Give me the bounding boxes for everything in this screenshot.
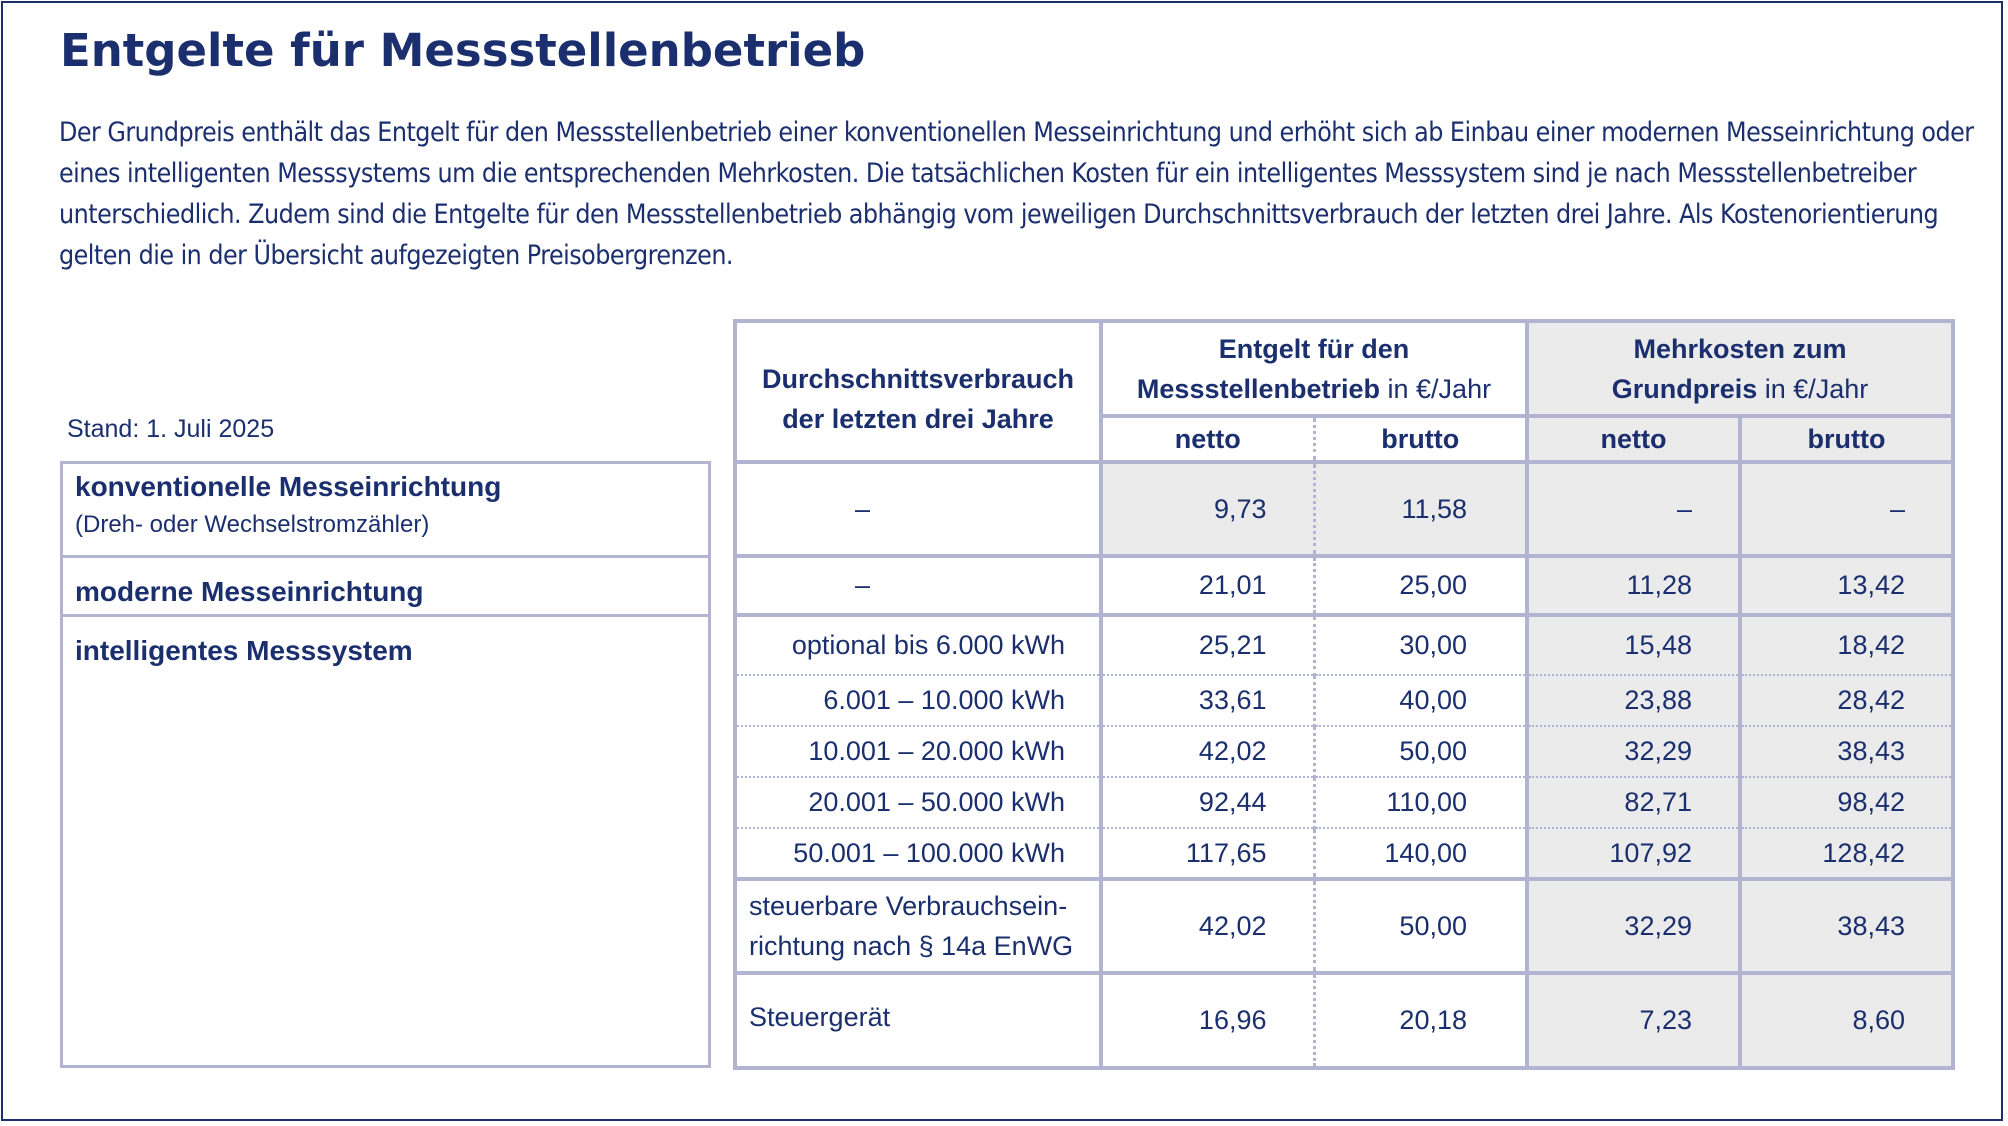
cell-extra-brutto: – — [1740, 462, 1953, 556]
cell-consumption: – — [735, 556, 1101, 615]
table-row — [735, 675, 1953, 726]
cell-fee-netto: 117,65 — [1101, 828, 1314, 879]
table-row — [735, 726, 1953, 777]
label-intelligentes-messsystem — [60, 614, 711, 1068]
cell-extra-netto: 23,88 — [1527, 675, 1740, 726]
intro-paragraph: Der Grundpreis enthält das Entgelt für den Messstellenbetrieb einer konventionellen Messeinrichtung und erhöht sich ab Einbau einer modernen Messeinrichtung oder eines intelligenten Messsystems um die entsprechenden Mehrkosten. Die tatsächlichen Kosten für ein intelligentes Messsystem sind je nach Messstellenbetreiber unterschiedlich. Zudem sind die Entgelte für den Messstellenbetrieb abhängig vom jeweiligen Durchschnittsverbrauch der letzten drei Jahre. Als Kostenorientierung gelten die in der Übersicht aufgezeigten Preisobergrenzen. — [59, 117, 1974, 271]
cell-fee-netto: 42,02 — [1101, 879, 1314, 973]
header-fee-l1: Entgelt für den — [1218, 333, 1410, 364]
header-fee-l2: Messstellenbetrieb — [1136, 373, 1381, 404]
page-title: Entgelte für Messstellenbetrieb — [60, 24, 866, 77]
header-extra-unit: in €/Jahr — [1757, 373, 1869, 404]
cell-consumption: 10.001 – 20.000 kWh — [735, 726, 1101, 777]
label-moderne-messeinrichtung — [60, 555, 711, 617]
table-row — [735, 828, 1953, 879]
cell-consumption-l1: steuerbare Verbrauchsein- — [749, 891, 1068, 921]
cell-fee-netto: 42,02 — [1101, 726, 1314, 777]
cell-extra-netto: – — [1527, 462, 1740, 556]
label-main: konventionelle Messeinrichtung — [75, 471, 502, 502]
table-row — [735, 615, 1953, 675]
cell-fee-netto: 16,96 — [1101, 973, 1314, 1068]
label-sub: (Dreh- oder Wechselstromzähler) — [75, 511, 430, 538]
cell-consumption — [735, 879, 1101, 973]
header-extra — [1527, 321, 1953, 416]
table-row — [735, 462, 1953, 556]
cell-fee-netto: 9,73 — [1101, 462, 1314, 556]
cell-extra-netto: 11,28 — [1527, 556, 1740, 615]
cell-consumption: 6.001 – 10.000 kWh — [735, 675, 1101, 726]
cell-extra-brutto: 28,42 — [1740, 675, 1953, 726]
cell-extra-brutto: 98,42 — [1740, 777, 1953, 828]
cell-consumption: 20.001 – 50.000 kWh — [735, 777, 1101, 828]
cell-extra-brutto: 38,43 — [1740, 726, 1953, 777]
cell-extra-brutto: 128,42 — [1740, 828, 1953, 879]
label-main: intelligentes Messsystem — [75, 635, 413, 666]
label-main: moderne Messeinrichtung — [75, 576, 424, 607]
cell-extra-netto: 82,71 — [1527, 777, 1740, 828]
cell-fee-brutto: 110,00 — [1314, 777, 1527, 828]
header-fee — [1101, 321, 1527, 416]
table-row — [735, 556, 1953, 615]
header-extra-l2: Grundpreis — [1611, 373, 1758, 404]
cell-extra-brutto: 8,60 — [1740, 973, 1953, 1068]
header-extra-brutto: brutto — [1740, 416, 1953, 462]
cell-fee-brutto: 50,00 — [1314, 879, 1527, 973]
header-fee-netto: netto — [1101, 416, 1314, 462]
stand-date: Stand: 1. Juli 2025 — [67, 415, 275, 443]
cell-fee-brutto: 30,00 — [1314, 615, 1527, 675]
cell-extra-netto: 32,29 — [1527, 879, 1740, 973]
table-row — [735, 973, 1953, 1068]
cell-consumption: – — [735, 462, 1101, 556]
cell-fee-brutto: 140,00 — [1314, 828, 1527, 879]
cell-extra-netto: 32,29 — [1527, 726, 1740, 777]
cell-extra-brutto: 18,42 — [1740, 615, 1953, 675]
header-fee-unit: in €/Jahr — [1380, 373, 1492, 404]
cell-fee-brutto: 11,58 — [1314, 462, 1527, 556]
cell-fee-brutto: 25,00 — [1314, 556, 1527, 615]
header-extra-netto: netto — [1527, 416, 1740, 462]
header-consumption-l2: der letzten drei Jahre — [782, 403, 1054, 434]
header-consumption-l1: Durchschnittsverbrauch — [761, 363, 1075, 394]
cell-extra-netto: 107,92 — [1527, 828, 1740, 879]
table-row — [735, 777, 1953, 828]
cell-consumption-l2: richtung nach § 14a EnWG — [749, 931, 1074, 961]
header-extra-l1: Mehrkosten zum — [1633, 333, 1847, 364]
table-row — [735, 879, 1953, 973]
header-consumption — [735, 321, 1101, 462]
cell-fee-netto: 21,01 — [1101, 556, 1314, 615]
cell-consumption: 50.001 – 100.000 kWh — [735, 828, 1101, 879]
cell-extra-netto: 15,48 — [1527, 615, 1740, 675]
cell-fee-netto: 33,61 — [1101, 675, 1314, 726]
cell-fee-netto: 92,44 — [1101, 777, 1314, 828]
cell-fee-brutto: 40,00 — [1314, 675, 1527, 726]
cell-consumption: optional bis 6.000 kWh — [735, 615, 1101, 675]
cell-extra-netto: 7,23 — [1527, 973, 1740, 1068]
cell-extra-brutto: 38,43 — [1740, 879, 1953, 973]
cell-extra-brutto: 13,42 — [1740, 556, 1953, 615]
cell-consumption: Steuergerät — [735, 973, 1101, 1068]
cell-fee-netto: 25,21 — [1198, 630, 1267, 660]
price-table — [733, 319, 1955, 1070]
cell-fee-brutto: 20,18 — [1314, 973, 1527, 1068]
cell-fee-brutto: 50,00 — [1314, 726, 1527, 777]
header-fee-brutto: brutto — [1314, 416, 1527, 462]
label-konventionelle-messeinrichtung — [60, 461, 711, 558]
